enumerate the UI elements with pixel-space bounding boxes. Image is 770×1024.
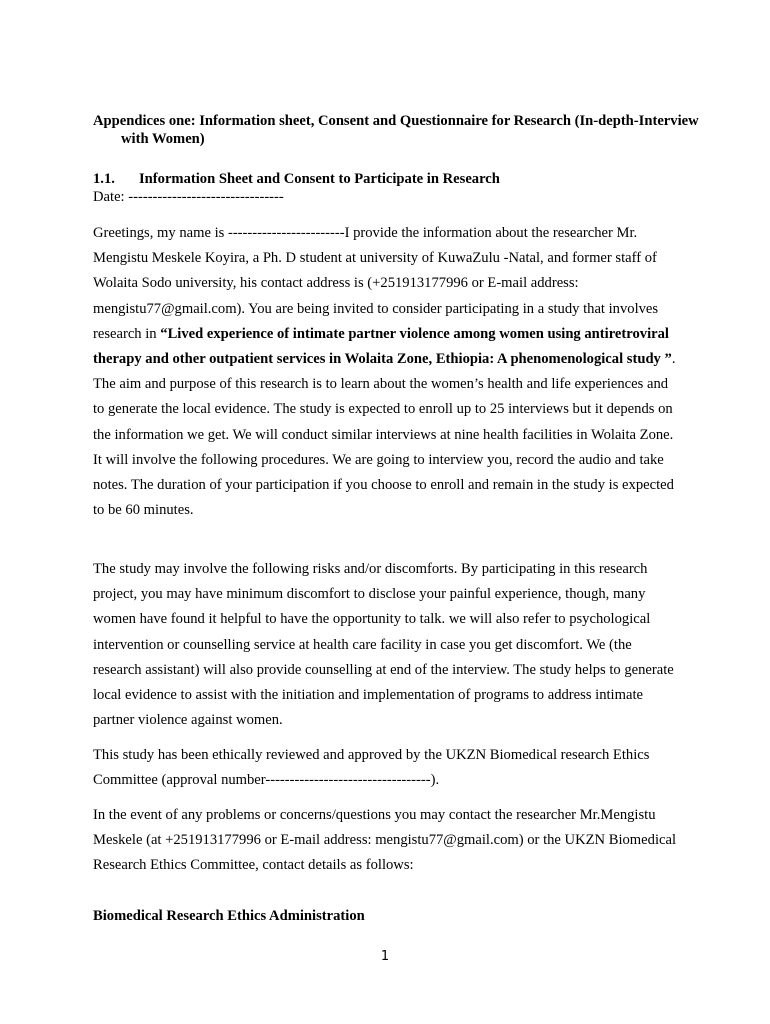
intro-text-a: Greetings, my name is ------------------------I provide the information about the researcher Mr. Mengistu Meskele Koyira, a Ph. D student at university of KuwaZulu -Natal, and former staff of Wolaita Sodo university, his contact address is (+251913177996 or E-mail address: mengistu77@gmail.com). You are being invited to consider participating in a study that involves research in (93, 225, 659, 342)
date-line: Date: -------------------------------- (93, 189, 284, 205)
appendix-heading: Appendices one: Information sheet, Consent and Questionnaire for Research (In-depth-Interview with Women) (93, 113, 699, 147)
page-number: 1 (380, 949, 390, 964)
intro-paragraph (93, 221, 683, 523)
admin-heading: Biomedical Research Ethics Administration (93, 908, 365, 924)
ethics-paragraph: This study has been ethically reviewed and approved by the UKZN Biomedical research Ethics Committee (approval number----------------------------------). (93, 747, 650, 789)
study-title: “Lived experience of intimate partner violence among women using antiretroviral therapy and other outpatient services in Wolaita Zone, Ethiopia: A phenomenological study ” (93, 325, 672, 368)
section-heading (93, 170, 693, 188)
section-number: 1.1. (93, 171, 115, 187)
contact-paragraph: In the event of any problems or concerns/questions you may contact the researcher Mr.Mengistu Meskele (at +251913177996 or E-mail address: mengistu77@gmail.com) or the UKZN Biomedical Research Ethics Committee, contact details as follows: (93, 807, 677, 874)
risks-paragraph: The study may involve the following risks and/or discomforts. By participating in this research project, you may have minimum discomfort to disclose your painful experience, though, many women have found it helpful to have the opportunity to talk. we will also refer to psychological intervention or counselling service at health care facility in case you get discomfort. We (the research assistant) will also provide counselling at end of the interview. The study helps to generate local evidence to assist with the initiation and implementation of programs to address intimate partner violence against women. (93, 561, 674, 729)
section-title: Information Sheet and Consent to Participate in Research (139, 171, 500, 187)
intro-text-b: . The aim and purpose of this research is to learn about the women’s health and life experiences and to generate the local evidence. The study is expected to enroll up to 25 interviews but it depends on the information we get. We will conduct similar interviews at nine health facilities in Wolaita Zone. It will involve the following procedures. We are going to interview you, record the audio and take notes. The duration of your participation if you choose to enroll and remain in the study is expected to be 60 minutes. (93, 351, 676, 519)
